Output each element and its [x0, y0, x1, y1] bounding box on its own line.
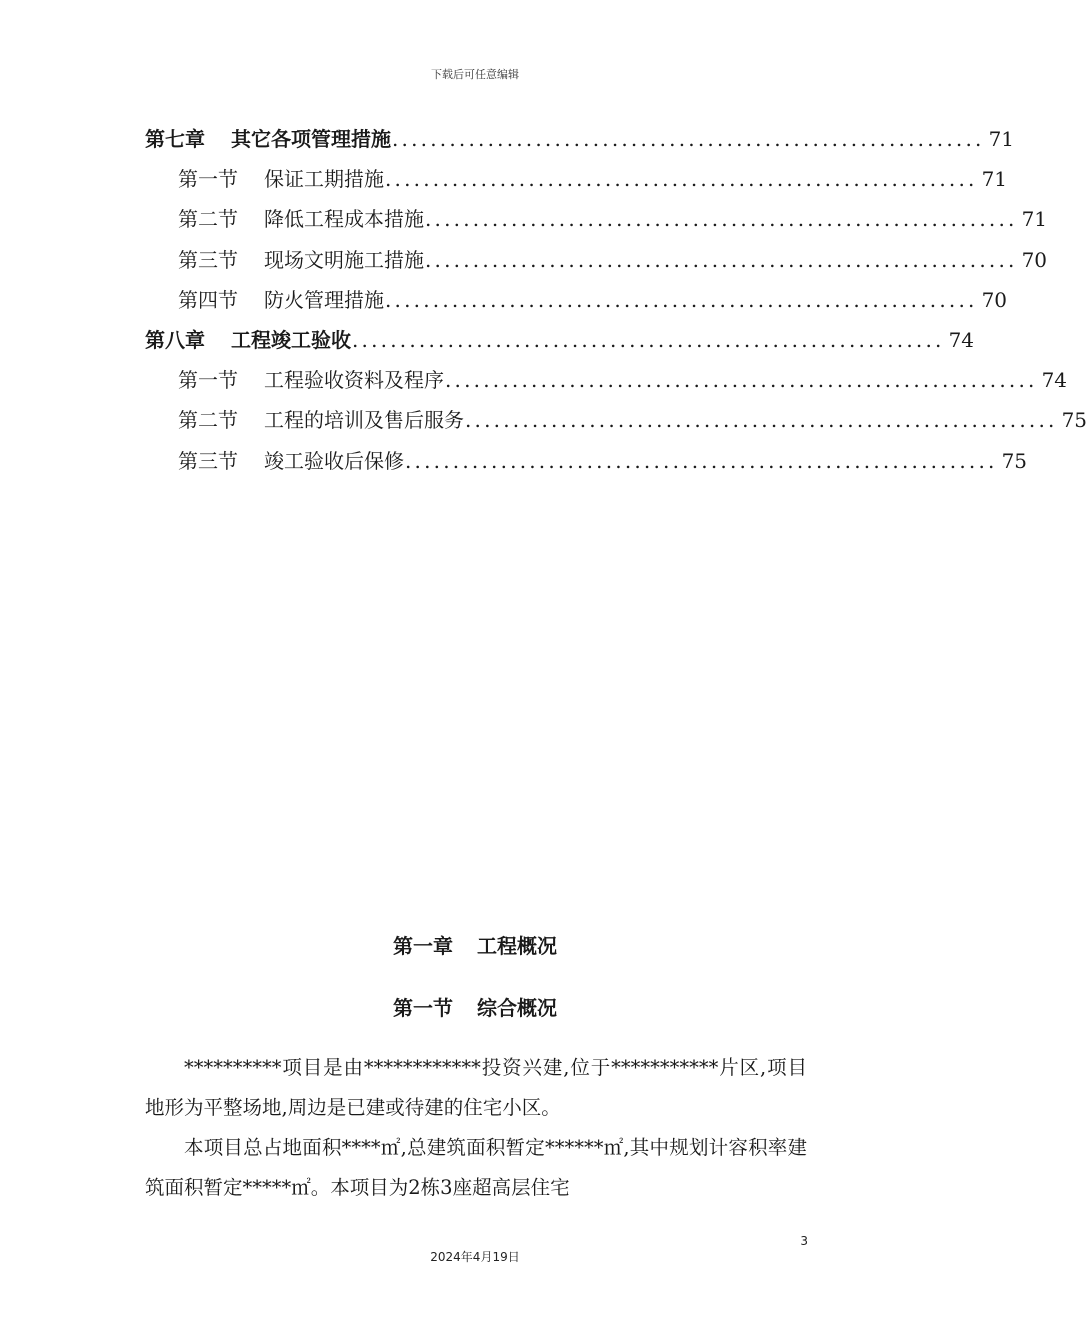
toc-entry-title: 现场文明施工措施: [264, 247, 424, 272]
chapter-heading-title: 工程概况: [477, 934, 557, 958]
page-number: 3: [800, 1234, 808, 1248]
toc-entry[interactable]: [145, 162, 1008, 202]
toc-dot-leader: ..............................................................: [385, 167, 978, 192]
toc-entry[interactable]: [145, 444, 1028, 484]
paragraph: 本项目总占地面积****㎡,总建筑面积暂定******㎡,其中规划计容积率建筑面积暂定*****㎡。本项目为2栋3座超高层住宅: [145, 1136, 807, 1199]
toc-entry[interactable]: [145, 122, 1015, 162]
toc-dot-leader: ..............................................................: [425, 207, 1018, 232]
toc-entry-title: 其它各项管理措施: [231, 127, 391, 151]
toc-entry-number: 第七章: [145, 127, 205, 151]
toc-entry-page: 71: [981, 167, 1008, 192]
toc-entry-number: 第一节: [178, 167, 238, 192]
toc-dot-leader: ..............................................................: [405, 448, 998, 473]
toc-dot-leader: ..............................................................: [385, 287, 978, 312]
toc-entry[interactable]: [145, 202, 1048, 242]
body-text: [145, 1048, 807, 1208]
header-note: 下载后可任意编辑: [431, 68, 519, 81]
footer-date: 2024年4月19日: [430, 1250, 520, 1264]
toc-entry-page: 70: [1021, 247, 1048, 272]
toc-entry-title: 保证工期措施: [264, 167, 384, 192]
chapter-heading-number: 第一章: [393, 934, 453, 958]
toc-entry[interactable]: [145, 243, 1048, 283]
toc-entry-title: 防火管理措施: [264, 287, 384, 312]
toc-entry-number: 第二节: [178, 408, 238, 433]
toc-entry-page: 71: [1021, 207, 1048, 232]
toc-entry-title: 工程的培训及售后服务: [264, 408, 464, 433]
section-heading-number: 第一节: [393, 996, 453, 1020]
toc-entry[interactable]: [145, 363, 1068, 403]
toc-entry-number: 第一节: [178, 368, 238, 393]
toc-entry-title: 工程验收资料及程序: [264, 368, 444, 393]
toc-entry-page: 71: [988, 127, 1015, 151]
section-heading-title: 综合概况: [477, 996, 557, 1020]
toc-entry[interactable]: [145, 323, 975, 363]
paragraph: **********项目是由************投资兴建,位于***********片区,项目地形为平整场地,周边是已建或待建的住宅小区。: [145, 1056, 807, 1119]
toc-entry-number: 第二节: [178, 207, 238, 232]
chapter-heading: [0, 930, 950, 959]
toc-entry-number: 第四节: [178, 287, 238, 312]
toc-entry-page: 74: [1041, 368, 1068, 393]
toc-entry-page: 70: [981, 287, 1008, 312]
toc-entry-page: 75: [1001, 448, 1028, 473]
toc-dot-leader: ..............................................................: [445, 368, 1038, 393]
toc-entry-title: 工程竣工验收: [231, 327, 351, 352]
toc-entry-number: 第三节: [178, 247, 238, 272]
section-heading: [0, 992, 950, 1021]
toc-entry-number: 第三节: [178, 448, 238, 473]
toc-entry-page: 75: [1061, 408, 1087, 433]
toc-dot-leader: ..............................................................: [425, 247, 1018, 272]
toc-dot-leader: ..............................................................: [465, 408, 1058, 433]
toc-dot-leader: ..............................................................: [392, 127, 985, 151]
toc-entry-page: 74: [948, 327, 975, 352]
toc-entry-number: 第八章: [145, 327, 205, 352]
toc-dot-leader: ..............................................................: [352, 327, 945, 352]
toc-entry[interactable]: [145, 283, 1008, 323]
toc-entry-title: 竣工验收后保修: [264, 448, 404, 473]
toc-entry[interactable]: [145, 403, 1087, 443]
toc-entry-title: 降低工程成本措施: [264, 207, 424, 232]
table-of-contents: [145, 122, 1087, 484]
